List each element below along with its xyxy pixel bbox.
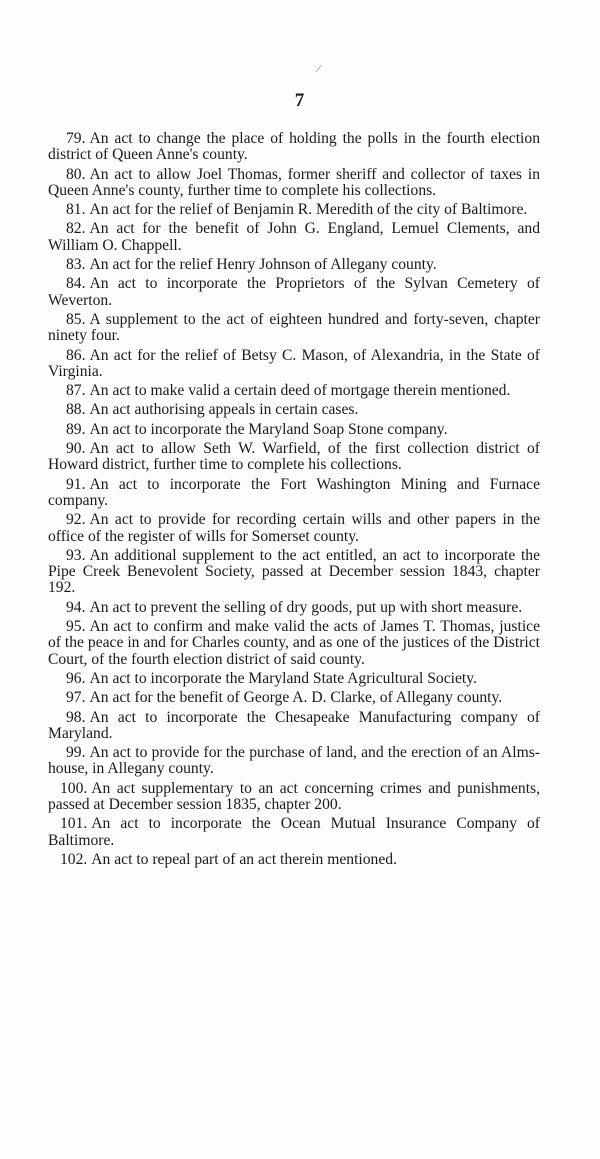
act-text: A supplement to the act of eighteen hundred and forty-seven, chapter ninety four. (48, 310, 540, 345)
act-entry (48, 477, 540, 510)
act-number: 84. (66, 275, 86, 293)
act-text: An act to incorporate the Chesapeake Manufacturing company of Maryland. (48, 708, 540, 742)
act-entry (48, 548, 540, 597)
act-text: An act authorising appeals in certain cases. (89, 401, 359, 419)
act-text: An act for the relief of Benjamin R. Meredith of the city of Baltimore. (89, 201, 528, 219)
act-number: 80. (66, 165, 86, 183)
act-number: 97. (66, 689, 86, 707)
act-number: 90. (66, 440, 86, 458)
act-entry (48, 781, 540, 814)
act-number: 85. (66, 310, 86, 328)
page-number: 7 (294, 90, 306, 111)
act-entry (48, 600, 540, 616)
act-number: 92. (66, 511, 86, 529)
act-number: 87. (66, 382, 86, 400)
act-text: An act for the benefit of George A. D. Clarke, of Allegany county. (89, 689, 503, 707)
act-number: 82. (66, 220, 86, 238)
act-number: 95. (66, 618, 86, 636)
act-number: 83. (66, 256, 86, 274)
act-entry (48, 312, 540, 345)
act-entry (48, 512, 540, 545)
act-text: An act to prevent the selling of dry goods, put up with short measure. (89, 598, 523, 616)
act-text: An act for the benefit of John G. England, Lemuel Clements, and William O. Chappell. (48, 220, 540, 254)
act-text: An act to repeal part of an act therein mentioned. (91, 850, 397, 868)
act-number: 102. (60, 850, 88, 868)
act-number: 89. (66, 420, 86, 438)
act-entry (48, 348, 540, 381)
act-number: 91. (66, 475, 86, 493)
act-text: An act to confirm and make valid the acts of James T. Thomas, justice of the peace in and for Charles county, and as one of the justices of the District Court, of the fourth election district of said county. (48, 618, 540, 668)
act-text: An act to incorporate the Maryland Soap Stone company. (89, 420, 448, 438)
act-number: 94. (66, 598, 86, 616)
act-text: An act to change the place of holding the polls in the fourth election district of Queen Anne's county. (48, 130, 540, 164)
act-entry (48, 710, 540, 743)
act-entry (48, 690, 540, 706)
act-entry (48, 131, 540, 164)
act-number: 101. (60, 815, 88, 833)
act-number: 86. (66, 346, 86, 364)
act-entry (48, 257, 540, 273)
act-text: An act to provide for recording certain wills and other papers in the office of the register of wills for Somerset county. (48, 511, 540, 545)
act-text: An act to allow Joel Thomas, former sheriff and collector of taxes in Queen Anne's county, further time to complete his collections. (48, 165, 540, 199)
act-entry (48, 167, 540, 200)
act-text: An act supplementary to an act concerning crimes and punishments, passed at December session 1835, chapter 200. (48, 779, 540, 813)
act-entry (48, 619, 540, 668)
act-entry (48, 221, 540, 254)
act-number: 96. (66, 669, 86, 687)
act-entry (48, 422, 540, 438)
act-text: An act for the relief of Betsy C. Mason, of Alexandria, in the State of Virginia. (48, 346, 540, 380)
stray-mark: ⁄ (318, 64, 320, 75)
act-number: 98. (66, 708, 86, 726)
act-text: An act to incorporate the Fort Washington Mining and Furnace company. (48, 475, 540, 509)
act-text: An act to incorporate the Ocean Mutual Insurance Company of Baltimore. (48, 815, 540, 849)
act-text: An act for the relief Henry Johnson of Allegany county. (89, 256, 437, 274)
act-number: 99. (66, 744, 86, 762)
act-entry (48, 816, 540, 849)
act-text: An act to make valid a certain deed of mortgage therein mentioned. (89, 382, 511, 400)
act-number: 93. (66, 546, 86, 564)
act-entry (48, 671, 540, 687)
act-text: An act to provide for the purchase of land, and the erection of an Alms-house, in Allegany county. (48, 744, 540, 778)
act-list (48, 131, 540, 871)
act-number: 100. (60, 779, 88, 797)
act-entry (48, 383, 540, 399)
act-number: 79. (66, 130, 86, 147)
act-text: An additional supplement to the act entitled, an act to incorporate the Pipe Creek Benevolent Society, passed at December session 1843, chapter 192. (48, 546, 540, 597)
act-number: 81. (66, 201, 86, 219)
act-entry (48, 402, 540, 418)
act-entry (48, 441, 540, 474)
act-text: An act to allow Seth W. Warfield, of the first collection district of Howard district, further time to complete his collections. (48, 440, 540, 474)
act-entry (48, 745, 540, 778)
act-entry (48, 202, 540, 218)
act-entry (48, 276, 540, 309)
act-number: 88. (66, 401, 86, 419)
act-text: An act to incorporate the Maryland State Agricultural Society. (89, 669, 477, 687)
act-text: An act to incorporate the Proprietors of the Sylvan Cemetery of Weverton. (48, 275, 540, 309)
act-entry (48, 852, 540, 868)
